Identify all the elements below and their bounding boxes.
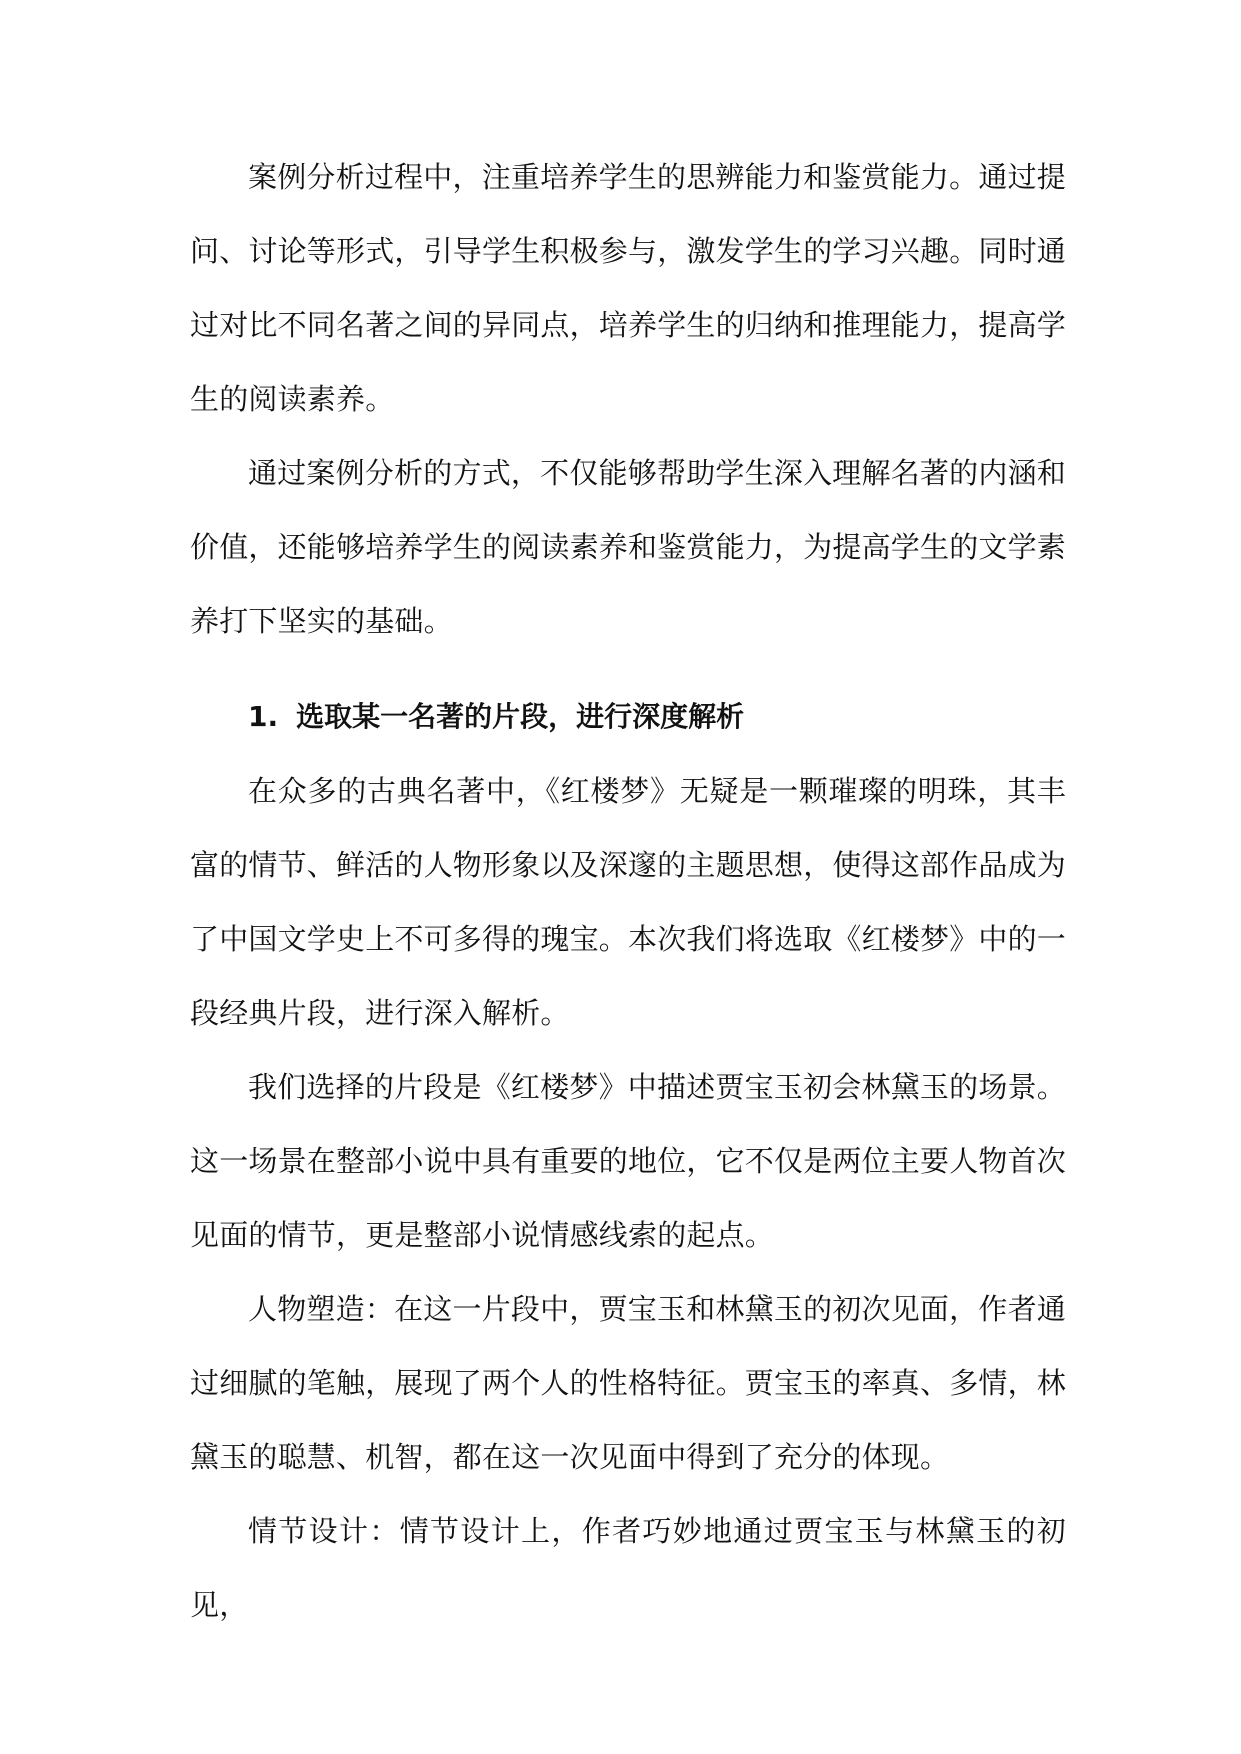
paragraph-plot-design: 情节设计：情节设计上，作者巧妙地通过贾宝玉与林黛玉的初见， (190, 1514, 1066, 1622)
paragraph-case-method: 通过案例分析的方式，不仅能够帮助学生深入理解名著的内涵和价值，还能够培养学生的阅读素养和鉴赏能力，为提高学生的文学素养打下坚实的基础。 (190, 456, 1067, 638)
paragraph-honglou-intro: 在众多的古典名著中，《红楼梦》无疑是一颗璀璨的明珠，其丰富的情节、鲜活的人物形象以及深邃的主题思想，使得这部作品成为了中国文学史上不可多得的瑰宝。本次我们将选取《红楼梦》中的一段经典片段，进行深入解析。 (190, 774, 1067, 1030)
paragraph-selected-scene: 我们选择的片段是《红楼梦》中描述贾宝玉初会林黛玉的场景。这一场景在整部小说中具有重要的地位，它不仅是两位主要人物首次见面的情节，更是整部小说情感线索的起点。 (190, 1070, 1067, 1252)
section-heading (190, 680, 1066, 754)
section-heading-number: 1. (248, 700, 279, 733)
section-heading-text: 选取某一名著的片段，进行深度解析 (296, 700, 745, 733)
paragraph-case-analysis: 案例分析过程中，注重培养学生的思辨能力和鉴赏能力。通过提问、讨论等形式，引导学生积极参与，激发学生的学习兴趣。同时通过对比不同名著之间的异同点，培养学生的归纳和推理能力，提高学生的阅读素养。 (190, 160, 1067, 416)
document-body (190, 140, 1066, 1642)
paragraph-character-portrayal: 人物塑造：在这一片段中，贾宝玉和林黛玉的初次见面，作者通过细腻的笔触，展现了两个人的性格特征。贾宝玉的率真、多情，林黛玉的聪慧、机智，都在这一次见面中得到了充分的体现。 (190, 1292, 1067, 1474)
